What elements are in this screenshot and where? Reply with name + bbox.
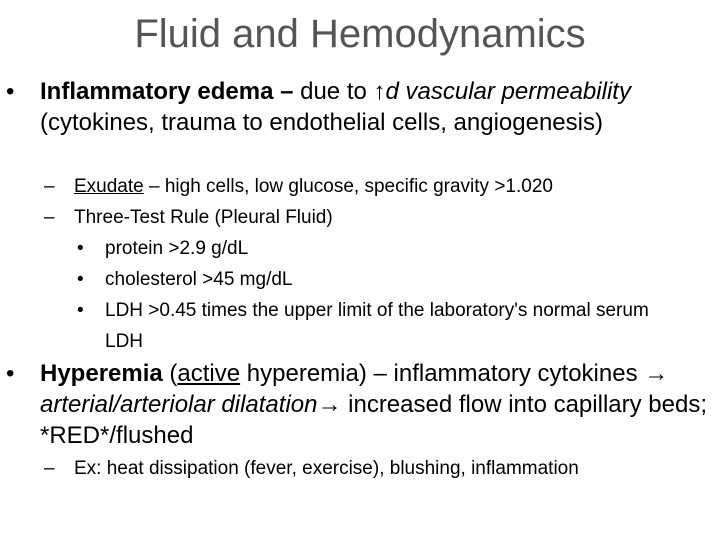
bullet-marker: •: [77, 269, 84, 290]
edema-rest: (cytokines, trauma to endothelial cells, angiogenesis): [40, 109, 603, 136]
right-arrow-icon: →: [317, 391, 342, 418]
right-arrow-icon: →: [644, 360, 669, 387]
sub-bullet-exudate: [44, 171, 714, 202]
bullet-hyperemia: [6, 358, 710, 451]
list-item: [77, 233, 705, 264]
sub-bullet-three-test: [44, 202, 714, 233]
bullet-inflammatory-edema: [6, 76, 710, 138]
list-item: [77, 264, 705, 295]
slide-title: Fluid and Hemodynamics: [134, 12, 586, 56]
three-test-item: LDH >0.45 times the upper limit of the laboratory's normal serum LDH: [105, 300, 649, 352]
edema-due-to: due to: [293, 78, 374, 105]
dash-marker: –: [44, 176, 55, 197]
hyperemia-italic: arterial/arteriolar dilatation: [40, 391, 318, 418]
exudate-term: Exudate: [74, 176, 144, 197]
sub-bullet-example: [44, 453, 714, 484]
edema-italic: d vascular permeability: [385, 78, 631, 105]
exudate-rest: – high cells, low glucose, specific gravity >1.020: [143, 176, 553, 197]
edema-term: Inflammatory edema –: [40, 78, 294, 105]
bullet-marker: •: [77, 238, 84, 259]
hyperemia-paren-open: (: [162, 360, 178, 387]
three-test-item: cholesterol >45 mg/dL: [105, 269, 293, 290]
bullet-marker: •: [77, 300, 84, 321]
dash-marker: –: [44, 207, 55, 228]
bullet-marker: •: [6, 78, 15, 105]
three-test-item: protein >2.9 g/dL: [105, 238, 249, 259]
list-item: [77, 295, 665, 357]
three-test-label: Three-Test Rule (Pleural Fluid): [74, 207, 333, 228]
up-arrow-icon: ↑: [373, 78, 386, 105]
hyperemia-active: active: [177, 360, 241, 387]
bullet-marker: •: [6, 360, 15, 387]
dash-marker: –: [44, 458, 55, 479]
example-text: Ex: heat dissipation (fever, exercise), blushing, inflammation: [74, 458, 579, 479]
hyperemia-paren-rest: hyperemia) – inflammatory cytokines: [240, 360, 645, 387]
hyperemia-rest: increased flow into capillary beds; *RED*/flushed: [40, 391, 707, 449]
hyperemia-term: Hyperemia: [40, 360, 163, 387]
